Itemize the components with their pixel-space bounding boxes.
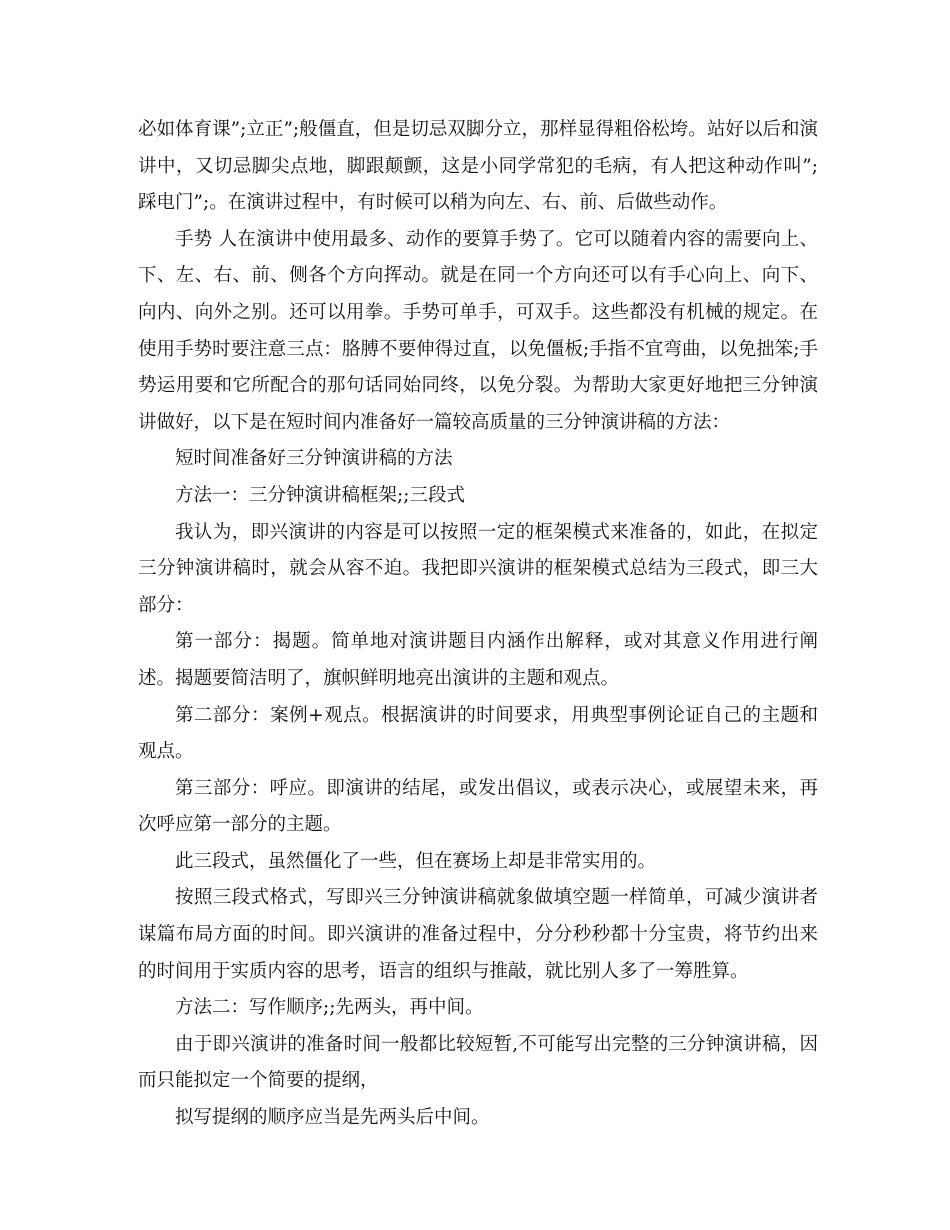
- paragraph-12: 由于即兴演讲的准备时间一般都比较短暂,不可能写出完整的三分钟演讲稿，因而只能拟定一个简要的提纲，: [138, 1033, 818, 1092]
- paragraph-3: 短时间准备好三分钟演讲稿的方法: [175, 448, 453, 470]
- paragraph-9: 此三段式，虽然僵化了一些，但在赛场上却是非常实用的。: [175, 850, 657, 872]
- paragraph-13: 拟写提纲的顺序应当是先两头后中间。: [175, 1107, 490, 1129]
- paragraph-10: 按照三段式格式，写即兴三分钟演讲稿就象做填空题一样简单，可减少演讲者谋篇布局方面的时间。即兴演讲的准备过程中，分分秒秒都十分宝贵，将节约出来的时间用于实质内容的思考，语言的组织与推敲，就比别人多了一筹胜算。: [138, 887, 818, 982]
- paragraph-11: 方法二：写作顺序;;先两头，再中间。: [175, 997, 484, 1019]
- document-body: [138, 112, 818, 1137]
- paragraph-1: 必如体育课”;立正”;般僵直，但是切忌双脚分立，那样显得粗俗松垮。站好以后和演讲中，又切忌脚尖点地，脚跟颠颤，这是小同学常犯的毛病，有人把这种动作叫”;踩电门”;。在演讲过程中，有时候可以稍为向左、右、前、后做些动作。: [138, 119, 818, 214]
- paragraph-6: 第一部分：揭题。简单地对演讲题目内涵作出解释，或对其意义作用进行阐述。揭题要简洁明了，旗帜鲜明地亮出演讲的主题和观点。: [138, 631, 818, 689]
- paragraph-8: 第三部分：呼应。即演讲的结尾，或发出倡议，或表示决心，或展望未来，再次呼应第一部分的主题。: [138, 777, 818, 836]
- paragraph-4: 方法一：三分钟演讲稿框架;;三段式: [175, 484, 465, 506]
- paragraph-2: 手势 人在演讲中使用最多、动作的要算手势了。它可以随着内容的需要向上、下、左、右、前、侧各个方向挥动。就是在同一个方向还可以有手心向上、向下、向内、向外之别。还可以用拳。手势可单手，可双手。这些都没有机械的规定。在使用手势时要注意三点：胳膊不要伸得过直，以免僵板;手指不宜弯曲，以免拙笨;手势运用要和它所配合的那句话同始同终，以免分裂。为帮助大家更好地把三分钟演讲做好，以下是在短时间内准备好一篇较高质量的三分钟演讲稿的方法：: [138, 228, 818, 433]
- paragraph-7: 第二部分：案例+观点。根据演讲的时间要求，用典型事例论证自己的主题和观点。: [138, 704, 818, 763]
- paragraph-5: 我认为，即兴演讲的内容是可以按照一定的框架模式来准备的，如此，在拟定三分钟演讲稿时，就会从容不迫。我把即兴演讲的框架模式总结为三段式，即三大部分：: [138, 521, 818, 616]
